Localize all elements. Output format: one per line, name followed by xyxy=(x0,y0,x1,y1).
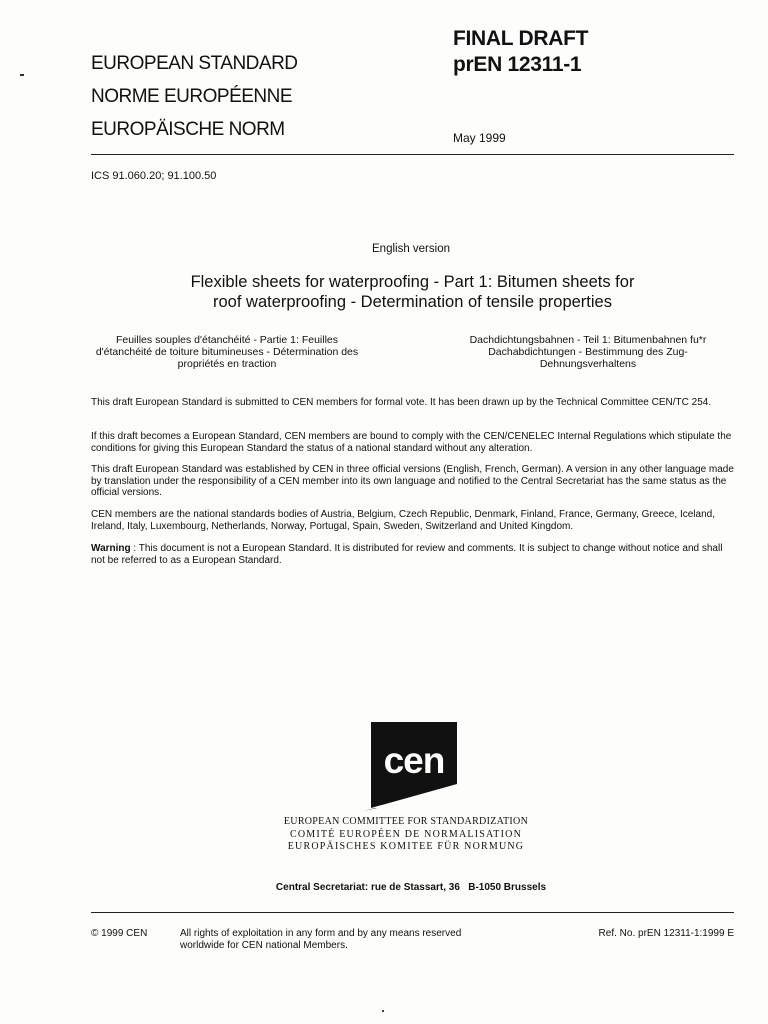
paragraph-compliance: If this draft becomes a European Standard, CEN members are bound to comply with the CEN/CENELEC Internal Regulations which stipulate the conditions for giving this European Standard the status of a national standard without any alteration. xyxy=(91,431,732,454)
rights-notice xyxy=(180,928,461,952)
document-title xyxy=(91,272,734,312)
title-fr-line-1: Feuilles souples d'étanchéité - Partie 1: Feuilles xyxy=(115,334,339,346)
scan-mark xyxy=(382,1010,384,1012)
cen-logo-graphic xyxy=(364,722,462,812)
warning-text: : This document is not a European Standard. It is distributed for review and comments. It is subject to change without notice and shall not be referred to as a European Standard. xyxy=(91,543,723,566)
committee-en: EUROPEAN COMMITTEE FOR STANDARDIZATION xyxy=(283,816,529,827)
warning-label: Warning xyxy=(91,543,131,554)
title-french xyxy=(82,334,372,370)
document-date: May 1999 xyxy=(453,131,506,145)
standard-name-fr: NORME EUROPÉENNE xyxy=(91,86,293,107)
reference-number: Ref. No. prEN 12311-1:1999 E xyxy=(598,928,734,939)
copyright: © 1999 CEN xyxy=(91,928,148,939)
header-rule xyxy=(91,154,734,155)
title-de-line-1: Dachdichtungsbahnen - Teil 1: Bitumenbahnen fu*r xyxy=(469,334,707,346)
title-line-2: roof waterproofing - Determination of tensile properties xyxy=(213,293,612,311)
paragraph-warning xyxy=(91,543,736,566)
scan-mark xyxy=(20,74,24,76)
paragraph-submission: This draft European Standard is submitted to CEN members for formal vote. It has been drawn up by the Technical Committee CEN/TC 254. xyxy=(91,397,712,408)
title-line-1: Flexible sheets for waterproofing - Part 1: Bitumen sheets for xyxy=(190,273,635,291)
title-de-line-2: Dachabdichtungen - Bestimmung des Zug- xyxy=(488,346,688,358)
ics-codes: ICS 91.060.20; 91.100.50 xyxy=(91,170,217,182)
title-fr-line-3: propriétés en traction xyxy=(177,358,277,370)
standard-name-de: EUROPÄISCHE NORM xyxy=(91,119,285,140)
paragraph-members: CEN members are the national standards bodies of Austria, Belgium, Czech Republic, Denmark, Finland, France, Germany, Greece, Iceland, Ireland, Italy, Luxembourg, Netherlands, Norway, Portugal, Spain, Sweden, Switzerland and United Kingdom. xyxy=(91,509,715,532)
version-label: English version xyxy=(372,243,450,255)
committee-de: EUROPÄISCHES KOMITEE FÜR NORMUNG xyxy=(287,841,525,852)
committee-fr: COMITÉ EUROPÉEN DE NORMALISATION xyxy=(289,828,522,840)
footer-rule xyxy=(91,912,734,913)
paragraph-versions: This draft European Standard was established by CEN in three official versions (English, French, German). A version in any other language made by translation under the responsibility of a CEN member into its own language and notified to the Central Secretariat has the same status as the official versions. xyxy=(91,464,734,498)
title-fr-line-2: d'étanchéité de toiture bitumineuses - Détermination des xyxy=(95,346,359,358)
standard-name-en: EUROPEAN STANDARD xyxy=(91,53,298,74)
rights-line-1: All rights of exploitation in any form and by any means reserved xyxy=(180,928,462,939)
cen-logo-text: cen xyxy=(383,740,445,781)
title-german xyxy=(448,334,728,370)
title-de-line-3: Dehnungsverhaltens xyxy=(539,358,637,370)
rights-line-2: worldwide for CEN national Members. xyxy=(180,940,348,951)
draft-status: FINAL DRAFT xyxy=(453,27,589,50)
committee-names xyxy=(0,816,768,854)
cen-logo xyxy=(364,722,462,812)
document-reference: prEN 12311-1 xyxy=(453,53,582,76)
central-secretariat: Central Secretariat: rue de Stassart, 36 B-1050 Brussels xyxy=(275,882,547,893)
